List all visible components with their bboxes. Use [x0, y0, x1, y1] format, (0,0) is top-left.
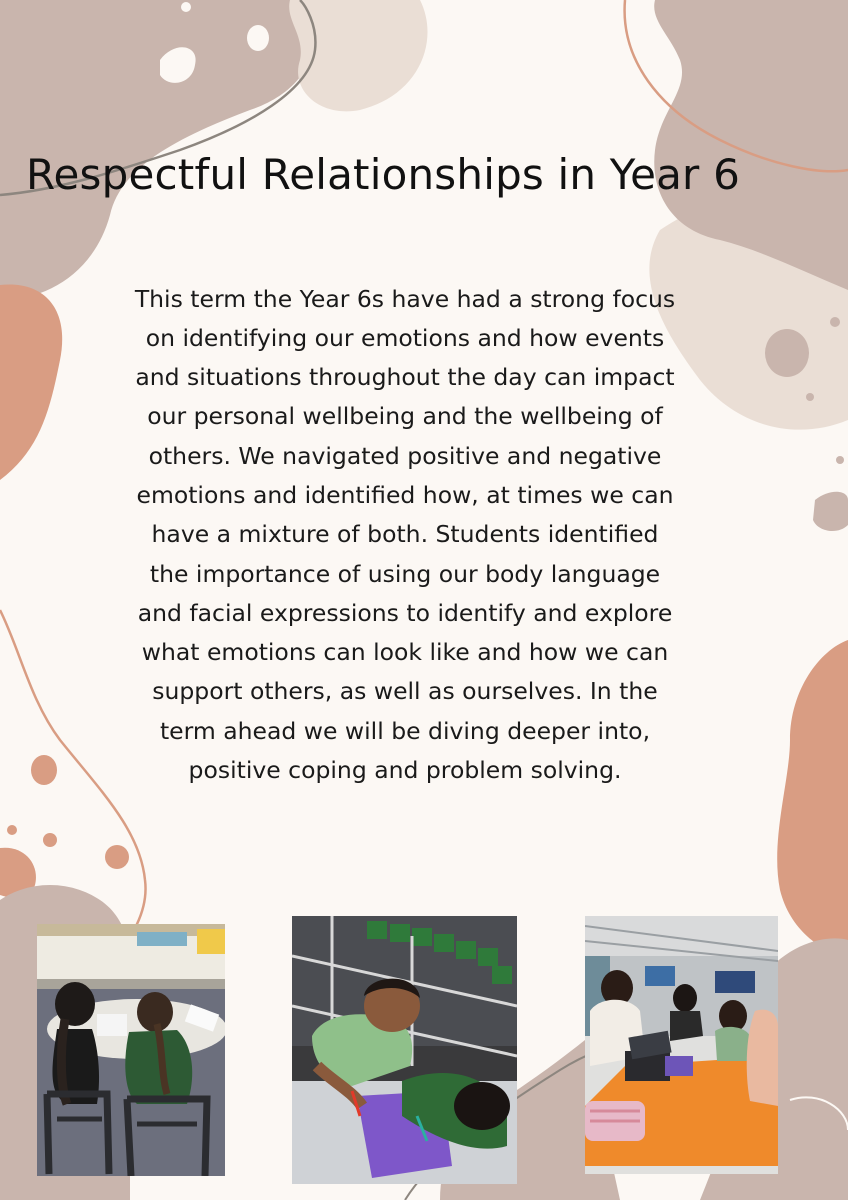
page-title: Respectful Relationships in Year 6 [26, 150, 740, 200]
blob-left-terracotta [0, 284, 62, 480]
photo-students-laptops [585, 916, 778, 1174]
body-paragraph: This term the Year 6s have had a strong focus on identifying our emotions and how events and situations throughout the day can impact our personal wellbeing and the wellbeing of others. We navigated positive and negative emotions and identified how, at times we can have a mixture of both. Students identified the importance of using our body language and facial expressions to identify and explore what emotions can look like and how we can support others, as well as ourselves. In the term ahead we will be diving deeper into, positive coping and problem solving. [134, 284, 676, 785]
photo-students-at-desk [37, 924, 225, 1176]
blob-right-terracotta [777, 640, 848, 960]
photo-students-drawing [292, 916, 517, 1184]
